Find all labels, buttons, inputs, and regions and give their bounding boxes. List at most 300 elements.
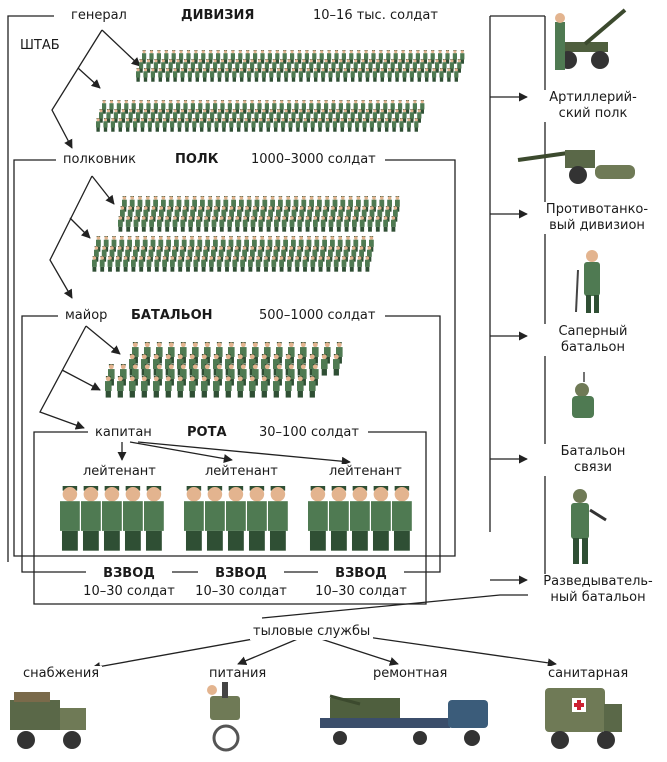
- soldier-figure: [204, 216, 209, 232]
- soldier-figure: [314, 68, 318, 82]
- ambulance-icon: [545, 688, 622, 749]
- soldier-figure: [240, 68, 244, 82]
- soldier-figure: [180, 216, 185, 232]
- soldier-figure: [225, 109, 229, 123]
- soldier-figure: [380, 68, 384, 82]
- soldier-figure: [99, 109, 103, 123]
- soldier-figure: [254, 68, 258, 82]
- soldier-figure: [318, 118, 322, 132]
- soldier-figure: [290, 50, 294, 64]
- tank-transporter-icon: [320, 696, 488, 746]
- soldier-figure: [383, 59, 387, 73]
- soldier-figure: [222, 118, 226, 132]
- soldier-figure: [262, 68, 266, 82]
- platoon-2-formation: [184, 486, 288, 551]
- soldier-figure: [195, 109, 199, 123]
- soldier-figure: [117, 100, 121, 114]
- soldier-figure: [219, 216, 224, 232]
- soldier-figure: [435, 59, 439, 73]
- soldier-figure: [201, 376, 208, 398]
- soldier-figure: [333, 354, 340, 376]
- soldier-figure: [370, 118, 374, 132]
- soldier-figure: [402, 109, 406, 123]
- soldier-figure: [165, 216, 170, 232]
- battalion-rank: майор: [62, 308, 110, 324]
- soldier-figure: [453, 50, 457, 64]
- soldier-figure: [96, 118, 100, 132]
- support-1-line1: Артиллерий-: [530, 90, 656, 106]
- soldier-figure: [405, 59, 409, 73]
- regiment-rank: полковник: [60, 152, 139, 168]
- soldier-figure: [309, 59, 313, 73]
- soldier-figure: [178, 256, 183, 272]
- soldier-figure: [247, 109, 251, 123]
- soldier-figure: [402, 68, 406, 82]
- soldier-figure: [360, 216, 365, 232]
- soldier-figure: [149, 216, 154, 232]
- soldier-figure: [311, 118, 315, 132]
- platoon-3-size: 10–30 солдат: [298, 584, 424, 600]
- soldier-figure: [179, 50, 183, 64]
- soldier-figure: [295, 256, 300, 272]
- soldier-figure: [351, 109, 355, 123]
- soldier-figure: [173, 68, 177, 82]
- soldier-figure: [144, 486, 164, 551]
- soldier-figure: [237, 118, 241, 132]
- platoon-1-rank: лейтенант: [80, 464, 159, 480]
- soldier-figure: [344, 216, 349, 232]
- soldier-figure: [376, 100, 380, 114]
- soldier-figure: [401, 50, 405, 64]
- soldier-figure: [354, 100, 358, 114]
- soldier-figure: [383, 216, 388, 232]
- soldier-figure: [154, 256, 159, 272]
- soldier-figure: [425, 68, 429, 82]
- soldier-figure: [136, 109, 140, 123]
- soldier-figure: [180, 68, 184, 82]
- soldier-figure: [358, 68, 362, 82]
- soldier-figure: [92, 256, 97, 272]
- soldier-figure: [291, 109, 295, 123]
- soldier-figure: [306, 109, 310, 123]
- soldier-figure: [294, 100, 298, 114]
- soldier-figure: [189, 376, 196, 398]
- soldier-figure: [299, 68, 303, 82]
- supply-truck-icon: [10, 692, 86, 749]
- rear-services-title: тыловые службы: [250, 624, 373, 640]
- soldier-figure: [162, 256, 167, 272]
- platoon-3-rank: лейтенант: [326, 464, 405, 480]
- soldier-figure: [251, 216, 256, 232]
- soldier-figure: [291, 68, 295, 82]
- soldier-figure: [166, 109, 170, 123]
- platoon-2-title: ВЗВОД: [198, 566, 284, 582]
- soldier-figure: [259, 118, 263, 132]
- soldier-figure: [445, 50, 449, 64]
- soldier-figure: [305, 216, 310, 232]
- soldier-figure: [126, 216, 131, 232]
- soldier-figure: [220, 100, 224, 114]
- soldier-figure: [303, 256, 308, 272]
- soldier-figure: [284, 109, 288, 123]
- soldier-figure: [250, 59, 254, 73]
- soldier-figure: [320, 50, 324, 64]
- soldier-figure: [188, 109, 192, 123]
- soldier-figure: [361, 100, 365, 114]
- soldier-figure: [334, 256, 339, 272]
- soldier-figure: [140, 118, 144, 132]
- soldier-figure: [268, 486, 288, 551]
- soldier-figure: [123, 256, 128, 272]
- soldier-figure: [247, 68, 251, 82]
- soldier-figure: [271, 256, 276, 272]
- soldier-figure: [324, 100, 328, 114]
- sapper-soldier-icon: [576, 250, 600, 313]
- soldier-figure: [310, 256, 315, 272]
- soldier-figure: [380, 109, 384, 123]
- soldier-figure: [272, 59, 276, 73]
- soldier-figure: [180, 109, 184, 123]
- soldier-figure: [329, 216, 334, 232]
- platoon-1-size: 10–30 солдат: [66, 584, 192, 600]
- soldier-figure: [280, 59, 284, 73]
- soldier-figure: [442, 59, 446, 73]
- soldier-figure: [277, 109, 281, 123]
- soldier-figure: [212, 216, 217, 232]
- soldier-figure: [154, 59, 158, 73]
- soldier-figure: [438, 50, 442, 64]
- soldier-figure: [198, 100, 202, 114]
- soldier-figure: [420, 59, 424, 73]
- soldier-figure: [285, 376, 292, 398]
- soldier-figure: [229, 118, 233, 132]
- soldier-figure: [395, 68, 399, 82]
- soldier-figure: [329, 486, 349, 551]
- soldier-figure: [277, 68, 281, 82]
- soldier-figure: [118, 216, 123, 232]
- soldier-figure: [232, 109, 236, 123]
- soldier-figure: [133, 118, 137, 132]
- soldier-figure: [108, 256, 113, 272]
- soldier-figure: [217, 109, 221, 123]
- soldier-figure: [185, 118, 189, 132]
- soldier-figure: [321, 109, 325, 123]
- soldier-figure: [379, 50, 383, 64]
- soldier-figure: [213, 59, 217, 73]
- soldier-figure: [386, 50, 390, 64]
- soldier-figure: [274, 118, 278, 132]
- soldier-figure: [342, 50, 346, 64]
- soldier-figure: [351, 68, 355, 82]
- soldier-figure: [115, 256, 120, 272]
- soldier-figure: [191, 59, 195, 73]
- soldier-figure: [206, 59, 210, 73]
- soldier-figure: [169, 59, 173, 73]
- soldier-figure: [414, 118, 418, 132]
- soldier-figure: [183, 100, 187, 114]
- soldier-figure: [166, 68, 170, 82]
- soldier-figure: [410, 109, 414, 123]
- soldier-figure: [186, 256, 191, 272]
- soldier-figure: [334, 50, 338, 64]
- soldier-figure: [258, 216, 263, 232]
- soldier-figure: [357, 50, 361, 64]
- soldier-figure: [139, 100, 143, 114]
- soldier-figure: [253, 50, 257, 64]
- support-2-line1: Противотанко-: [530, 202, 664, 218]
- soldier-figure: [284, 68, 288, 82]
- soldier-figure: [309, 376, 316, 398]
- soldier-figure: [232, 256, 237, 272]
- soldier-figure: [273, 376, 280, 398]
- soldier-figure: [265, 100, 269, 114]
- soldier-figure: [362, 118, 366, 132]
- soldier-figure: [388, 109, 392, 123]
- soldier-figure: [169, 100, 173, 114]
- soldier-figure: [206, 100, 210, 114]
- soldier-figure: [237, 376, 244, 398]
- soldier-figure: [60, 486, 80, 551]
- platoon-1-formation: [60, 486, 164, 551]
- soldier-figure: [275, 50, 279, 64]
- soldier-figure: [134, 216, 139, 232]
- soldier-figure: [417, 68, 421, 82]
- anti-tank-gun-icon: [518, 150, 635, 184]
- soldier-figure: [195, 68, 199, 82]
- soldier-figure: [126, 118, 130, 132]
- soldier-figure: [340, 118, 344, 132]
- soldier-figure: [157, 50, 161, 64]
- soldier-figure: [203, 68, 207, 82]
- soldier-figure: [257, 59, 261, 73]
- soldier-figure: [373, 109, 377, 123]
- soldier-figure: [170, 118, 174, 132]
- soldier-figure: [243, 59, 247, 73]
- soldier-figure: [142, 50, 146, 64]
- soldier-figure: [198, 59, 202, 73]
- soldier-figure: [303, 118, 307, 132]
- soldier-figure: [331, 59, 335, 73]
- soldier-figure: [326, 256, 331, 272]
- soldier-figure: [139, 59, 143, 73]
- soldier-figure: [265, 59, 269, 73]
- soldier-figure: [336, 109, 340, 123]
- soldier-figure: [314, 109, 318, 123]
- soldier-figure: [216, 50, 220, 64]
- support-4-line1: Батальон: [530, 444, 656, 460]
- soldier-figure: [269, 68, 273, 82]
- soldier-figure: [376, 59, 380, 73]
- soldier-figure: [158, 68, 162, 82]
- soldier-figure: [205, 486, 225, 551]
- support-5-line1: Разведыватель-: [528, 574, 667, 590]
- soldier-figure: [361, 59, 365, 73]
- soldier-figure: [317, 100, 321, 114]
- soldier-figure: [371, 486, 391, 551]
- soldier-figure: [173, 216, 178, 232]
- soldier-figure: [254, 109, 258, 123]
- soldier-figure: [260, 50, 264, 64]
- soldier-figure: [177, 118, 181, 132]
- soldier-figure: [109, 100, 113, 114]
- soldier-figure: [141, 376, 148, 398]
- soldier-figure: [312, 50, 316, 64]
- soldier-figure: [203, 109, 207, 123]
- soldier-figure: [328, 68, 332, 82]
- soldier-figure: [288, 118, 292, 132]
- soldier-figure: [460, 50, 464, 64]
- soldier-figure: [225, 376, 232, 398]
- soldier-figure: [129, 109, 133, 123]
- soldier-figure: [327, 50, 331, 64]
- soldier-figure: [391, 100, 395, 114]
- soldier-figure: [243, 100, 247, 114]
- soldier-figure: [188, 216, 193, 232]
- soldier-figure: [235, 100, 239, 114]
- soldier-figure: [324, 59, 328, 73]
- soldier-figure: [227, 216, 232, 232]
- soldier-figure: [210, 109, 214, 123]
- soldier-figure: [157, 216, 162, 232]
- regiment-arrows: [50, 176, 114, 298]
- soldier-figure: [163, 118, 167, 132]
- soldier-figure: [428, 59, 432, 73]
- soldier-figure: [228, 100, 232, 114]
- soldier-figure: [365, 256, 370, 272]
- rear-service-medical: санитарная: [545, 666, 631, 682]
- soldier-figure: [388, 68, 392, 82]
- soldier-figure: [432, 68, 436, 82]
- soldier-figure: [154, 100, 158, 114]
- soldier-figure: [131, 256, 136, 272]
- soldier-figure: [201, 50, 205, 64]
- soldier-figure: [371, 50, 375, 64]
- soldier-figure: [111, 118, 115, 132]
- soldier-figure: [321, 354, 328, 376]
- soldier-figure: [348, 118, 352, 132]
- soldier-figure: [331, 100, 335, 114]
- soldier-figure: [102, 100, 106, 114]
- soldier-figure: [357, 256, 362, 272]
- soldier-figure: [290, 216, 295, 232]
- soldier-figure: [102, 486, 122, 551]
- soldier-figure: [296, 118, 300, 132]
- soldier-figure: [313, 216, 318, 232]
- soldier-figure: [165, 376, 172, 398]
- soldier-figure: [193, 256, 198, 272]
- soldier-figure: [439, 68, 443, 82]
- soldier-figure: [176, 100, 180, 114]
- artillery-gun-icon: [555, 10, 625, 70]
- soldier-figure: [188, 68, 192, 82]
- soldier-figure: [365, 68, 369, 82]
- soldier-figure: [200, 118, 204, 132]
- support-5-line2: ный батальон: [528, 590, 667, 606]
- company-title: РОТА: [184, 425, 230, 441]
- soldier-figure: [416, 50, 420, 64]
- soldier-figure: [248, 256, 253, 272]
- field-kitchen-icon: [207, 682, 240, 750]
- soldier-figure: [192, 118, 196, 132]
- soldier-figure: [306, 68, 310, 82]
- soldier-figure: [339, 59, 343, 73]
- support-3-line2: батальон: [530, 340, 656, 356]
- soldier-figure: [342, 256, 347, 272]
- soldier-figure: [377, 118, 381, 132]
- soldier-figure: [173, 109, 177, 123]
- platoon-3-formation: [308, 486, 412, 551]
- soldier-figure: [231, 50, 235, 64]
- soldier-figure: [223, 50, 227, 64]
- soldier-figure: [274, 216, 279, 232]
- soldier-figure: [383, 100, 387, 114]
- soldier-figure: [129, 376, 136, 398]
- hq-label: ШТАБ: [17, 38, 63, 54]
- soldier-figure: [343, 68, 347, 82]
- soldier-figure: [235, 59, 239, 73]
- soldier-figure: [243, 216, 248, 232]
- soldier-figure: [368, 100, 372, 114]
- soldier-figure: [350, 486, 370, 551]
- recon-soldier-icon: [571, 489, 606, 564]
- soldier-figure: [121, 109, 125, 123]
- division-formation-2: [96, 100, 424, 132]
- regiment-size: 1000–3000 солдат: [248, 152, 379, 168]
- soldier-figure: [217, 68, 221, 82]
- soldier-figure: [283, 50, 287, 64]
- regiment-formation-1: [118, 196, 400, 232]
- soldier-figure: [176, 59, 180, 73]
- soldier-figure: [417, 109, 421, 123]
- regiment-title: ПОЛК: [172, 152, 221, 168]
- soldier-figure: [272, 100, 276, 114]
- soldier-figure: [250, 100, 254, 114]
- soldier-figure: [217, 256, 222, 272]
- division-formation-1: [136, 50, 464, 82]
- soldier-figure: [420, 100, 424, 114]
- soldier-figure: [256, 256, 261, 272]
- soldier-figure: [282, 216, 287, 232]
- soldier-figure: [368, 216, 373, 232]
- soldier-figure: [123, 486, 143, 551]
- soldier-figure: [352, 216, 357, 232]
- soldier-figure: [158, 109, 162, 123]
- soldier-figure: [309, 100, 313, 114]
- soldier-figure: [287, 59, 291, 73]
- soldier-figure: [148, 118, 152, 132]
- soldier-figure: [249, 376, 256, 398]
- soldier-figure: [238, 50, 242, 64]
- soldier-figure: [281, 118, 285, 132]
- soldier-figure: [308, 486, 328, 551]
- soldier-figure: [213, 376, 220, 398]
- soldier-figure: [209, 256, 214, 272]
- soldier-figure: [164, 50, 168, 64]
- soldier-figure: [147, 256, 152, 272]
- soldier-figure: [184, 486, 204, 551]
- soldier-figure: [450, 59, 454, 73]
- soldier-figure: [143, 109, 147, 123]
- soldier-figure: [431, 50, 435, 64]
- soldier-figure: [395, 109, 399, 123]
- soldier-figure: [186, 50, 190, 64]
- division-frame: [8, 16, 545, 562]
- soldier-figure: [447, 68, 451, 82]
- soldier-figure: [161, 59, 165, 73]
- support-1-line2: ский полк: [530, 106, 656, 122]
- soldier-figure: [105, 376, 112, 398]
- platoon-2-rank: лейтенант: [202, 464, 281, 480]
